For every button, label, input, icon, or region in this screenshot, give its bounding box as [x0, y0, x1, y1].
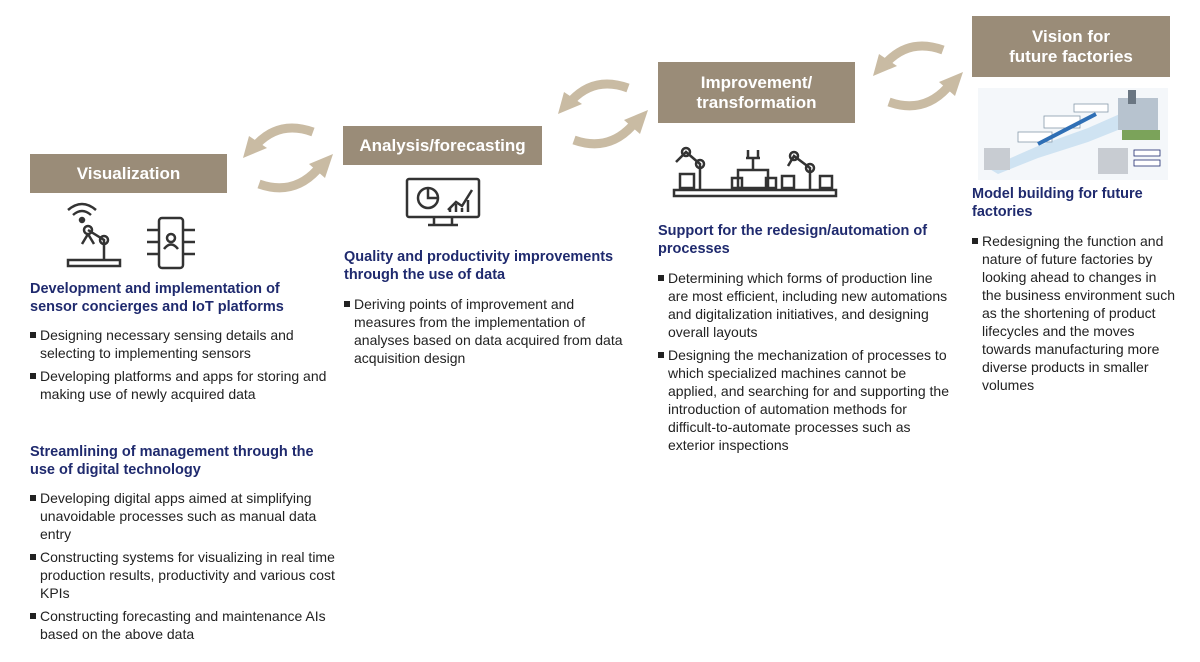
- stage-visualization: Visualization: [30, 154, 227, 193]
- analytics-monitor-icon: [404, 176, 482, 228]
- list-item: Determining which forms of production line are most efficient, including new automations and digitalization initiatives, and designing overall layouts: [658, 269, 953, 341]
- cycle-arrows-1: [235, 118, 340, 198]
- stage-vision-future-factories: Vision for future factories: [972, 16, 1170, 77]
- vision-heading: Model building for future factories: [972, 186, 1143, 220]
- list-item: Designing necessary sensing details and selecting to implementing sensors: [30, 326, 340, 362]
- forward-arrow-icon: [889, 88, 947, 106]
- analysis-list: [344, 295, 629, 372]
- future-factory-illustration: [978, 88, 1168, 180]
- back-arrow-icon: [572, 84, 628, 100]
- list-item: Deriving points of improvement and measures from the implementation of analyses based on data acquired from data acquisition design: [344, 295, 629, 367]
- stage-analysis-forecasting: Analysis/forecasting: [343, 126, 542, 165]
- list-item: Constructing forecasting and maintenance AIs based on the above data: [30, 607, 340, 643]
- visualization-list-sensors: [30, 326, 340, 408]
- forward-arrow-icon: [259, 170, 317, 188]
- robot-arms-assembly-icon: [670, 142, 840, 200]
- list-item: Developing platforms and apps for storing and making use of newly acquired data: [30, 367, 340, 403]
- improvement-heading: Support for the redesign/automation of processes: [658, 223, 928, 257]
- list-item: Constructing systems for visualizing in real time production results, productivity and various cost KPIs: [30, 548, 340, 602]
- list-item: Designing the mechanization of processes to which specialized machines cannot be applied, and searching for and supporting the introduction of automation methods for difficult-to-automate processes such as exterior inspections: [658, 346, 953, 454]
- visualization-heading-digital: Streamlining of management through the use of digital technology: [30, 444, 314, 478]
- list-item: Developing digital apps aimed at simplifying unavoidable processes such as manual data entry: [30, 489, 340, 543]
- forward-arrow-icon: [574, 126, 632, 144]
- iot-robot-arm-icon: [60, 198, 125, 270]
- visualization-list-digital: [30, 489, 340, 648]
- improvement-list: [658, 269, 953, 459]
- visualization-heading-sensors: Development and implementation of sensor concierges and IoT platforms: [30, 281, 284, 315]
- back-arrow-icon: [887, 46, 943, 62]
- back-arrow-icon: [257, 128, 313, 144]
- list-item: Redesigning the function and nature of future factories by looking ahead to changes in the business environment such as the shortening of product lifecycles and the moves towards manufacturing more diverse products in smaller volumes: [972, 232, 1177, 394]
- analysis-heading: Quality and productivity improvements through the use of data: [344, 249, 614, 283]
- vision-list: [972, 232, 1177, 399]
- cycle-arrows-3: [865, 36, 970, 116]
- cycle-arrows-2: [550, 74, 655, 154]
- stage-improvement-transformation: Improvement/ transformation: [658, 62, 855, 123]
- smartphone-network-icon: [145, 216, 197, 271]
